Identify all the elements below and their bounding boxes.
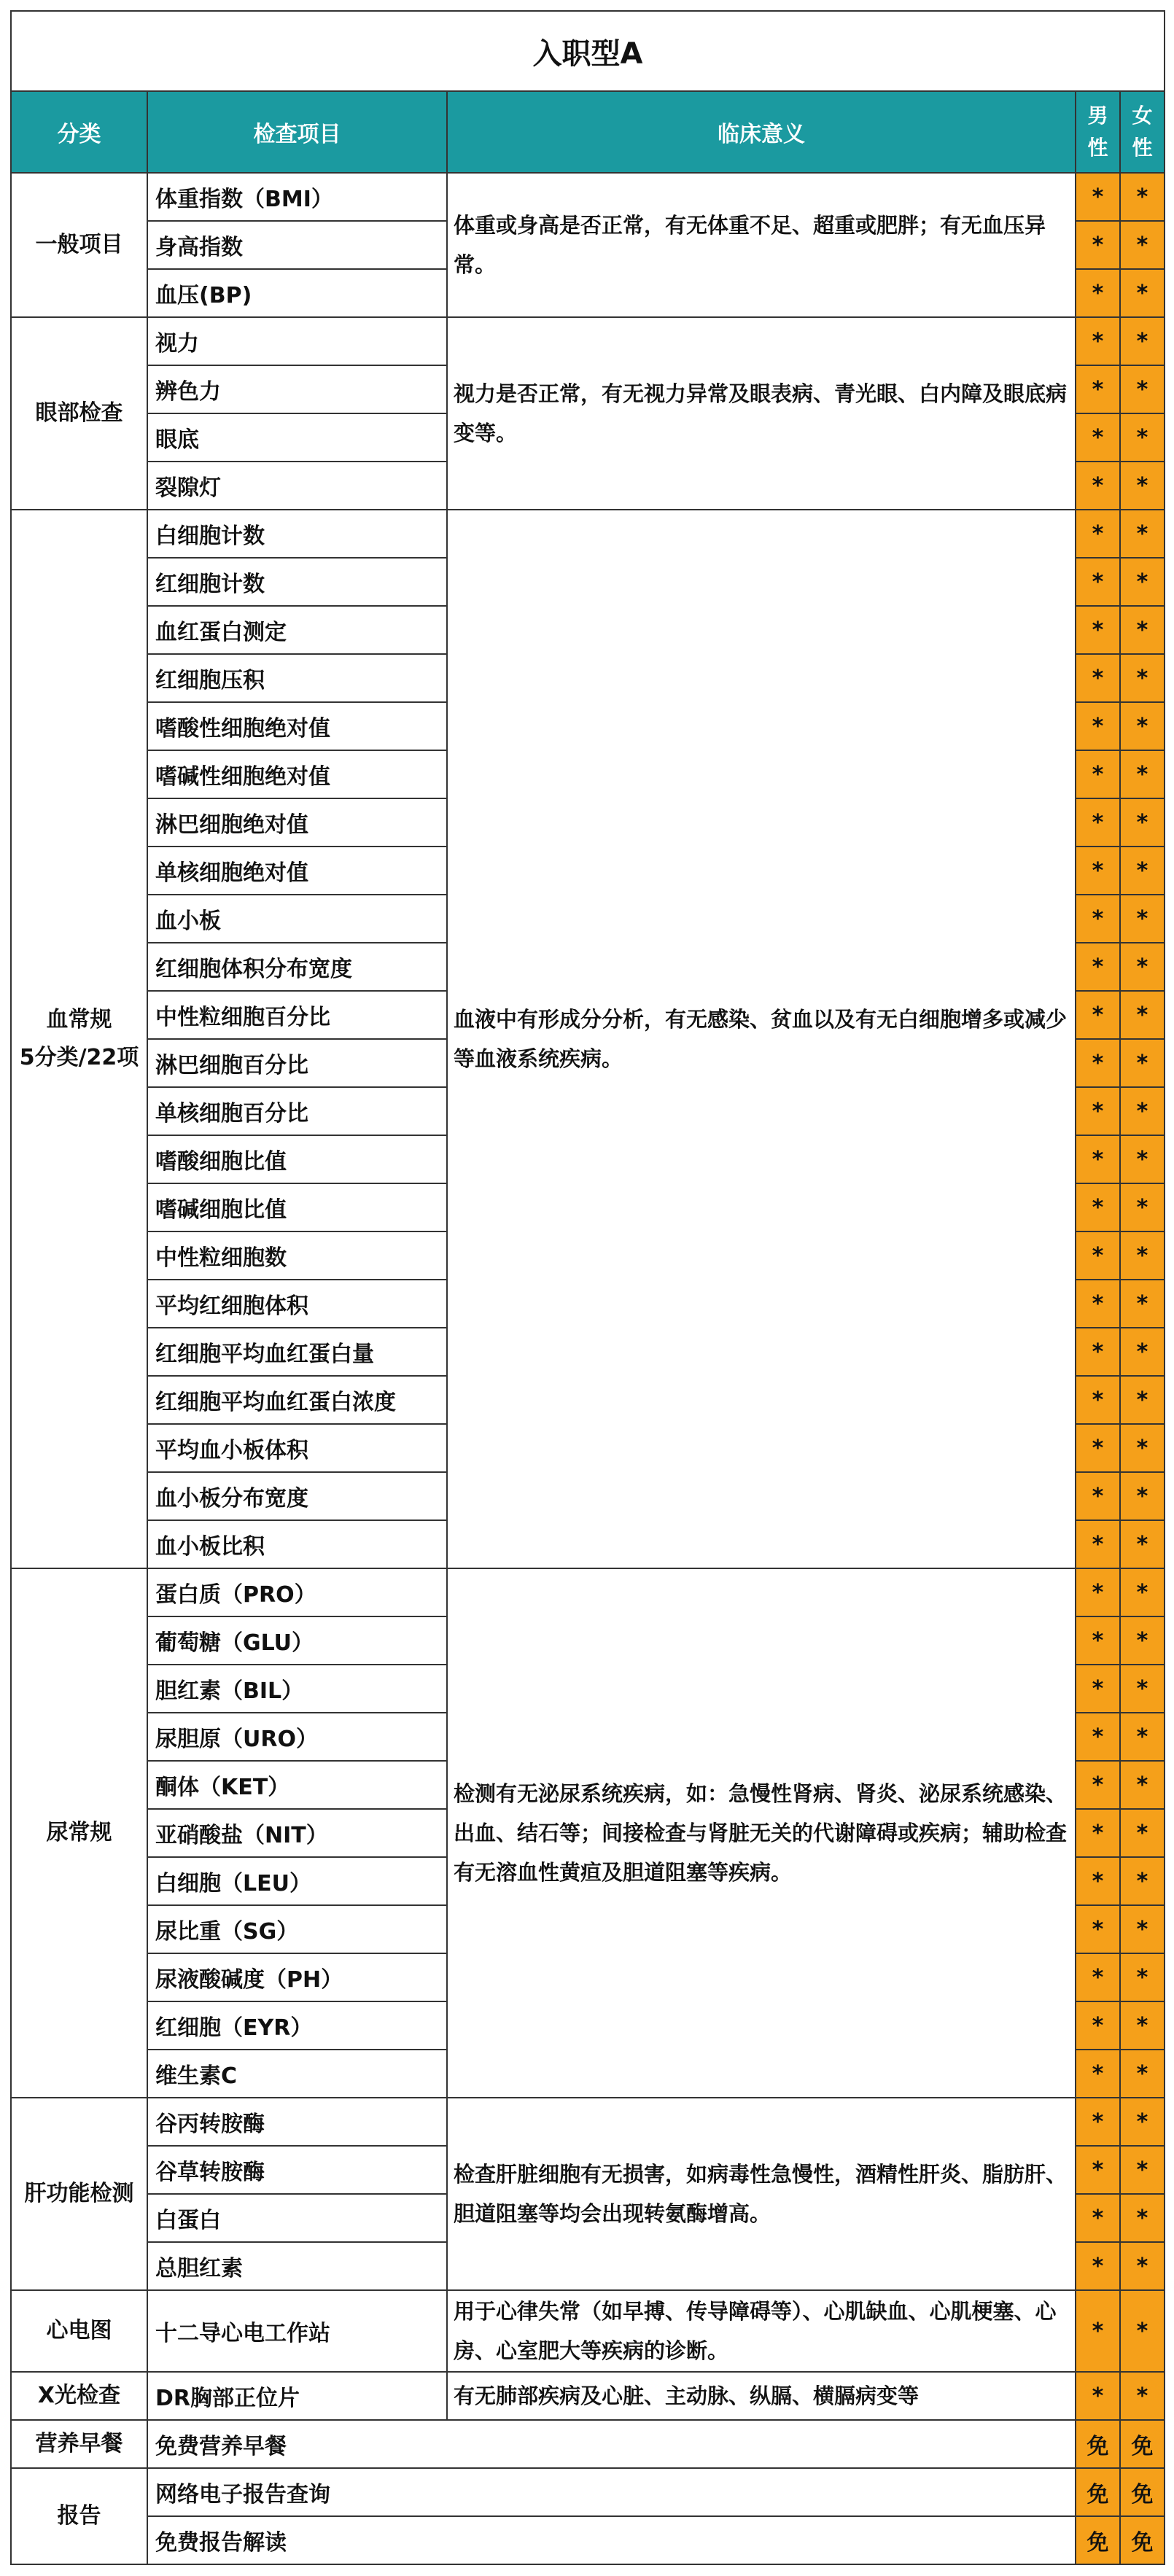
item-name: 中性粒细胞数 [147,1231,447,1280]
category-cell: 眼部检查 [11,317,147,510]
male-mark: * [1076,1183,1120,1231]
female-mark: * [1120,1376,1165,1424]
female-mark: * [1120,1665,1165,1713]
male-mark: * [1076,269,1120,317]
table-row [11,510,1165,558]
female-mark: * [1120,1424,1165,1472]
female-mark: * [1120,1328,1165,1376]
female-mark: * [1120,269,1165,317]
item-name: 血小板比积 [147,1520,447,1568]
item-name: 体重指数（BMI） [147,173,447,221]
item-name: 红细胞压积 [147,654,447,702]
header-male: 男 性 [1076,91,1120,173]
item-name: 红细胞计数 [147,558,447,606]
item-name: 淋巴细胞绝对值 [147,798,447,847]
male-mark: * [1076,1857,1120,1905]
female-mark: * [1120,1568,1165,1616]
female-mark: * [1120,1231,1165,1280]
female-mark: 免 [1120,2468,1165,2516]
item-name: 网络电子报告查询 [147,2468,1076,2516]
male-mark: * [1076,221,1120,269]
category-cell: 肝功能检测 [11,2098,147,2290]
male-mark: * [1076,750,1120,798]
item-name: 辨色力 [147,365,447,413]
item-name: 血小板 [147,895,447,943]
item-name: 视力 [147,317,447,365]
item-name: DR胸部正位片 [147,2372,447,2420]
male-mark: 免 [1076,2516,1120,2564]
male-mark: * [1076,895,1120,943]
table-title: 入职型A [11,11,1165,91]
item-name: 单核细胞绝对值 [147,847,447,895]
male-mark: * [1076,943,1120,991]
item-name: 葡萄糖（GLU） [147,1616,447,1665]
item-name: 尿液酸碱度（PH） [147,1953,447,2001]
male-mark: * [1076,510,1120,558]
item-name: 尿胆原（URO） [147,1713,447,1761]
clinical-meaning: 有无肺部疾病及心脏、主动脉、纵膈、横膈病变等 [447,2372,1076,2420]
female-mark: * [1120,1953,1165,2001]
male-mark: * [1076,1087,1120,1135]
item-name: 亚硝酸盐（NIT） [147,1809,447,1857]
item-name: 免费营养早餐 [147,2420,1076,2468]
female-mark: * [1120,558,1165,606]
male-mark: * [1076,1039,1120,1087]
female-mark: * [1120,2146,1165,2194]
male-mark: * [1076,654,1120,702]
female-mark: * [1120,365,1165,413]
female-mark: * [1120,2050,1165,2098]
female-mark: * [1120,1039,1165,1087]
male-mark: * [1076,606,1120,654]
female-mark: * [1120,943,1165,991]
female-mark: * [1120,317,1165,365]
item-name: 白细胞计数 [147,510,447,558]
male-mark: * [1076,991,1120,1039]
female-mark: * [1120,654,1165,702]
female-mark: * [1120,462,1165,510]
male-mark: * [1076,1953,1120,2001]
clinical-meaning: 视力是否正常，有无视力异常及眼表病、青光眼、白内障及眼底病变等。 [447,317,1076,510]
male-mark: * [1076,1231,1120,1280]
female-mark: * [1120,1713,1165,1761]
female-mark: * [1120,798,1165,847]
item-name: 单核细胞百分比 [147,1087,447,1135]
item-name: 免费报告解读 [147,2516,1076,2564]
male-mark: * [1076,558,1120,606]
item-name: 血压(BP) [147,269,447,317]
table-row [11,2098,1165,2146]
male-mark: * [1076,1376,1120,1424]
female-mark: * [1120,1761,1165,1809]
item-name: 尿比重（SG） [147,1905,447,1953]
item-name: 眼底 [147,413,447,462]
item-name: 身高指数 [147,221,447,269]
item-name: 裂隙灯 [147,462,447,510]
category-cell: 一般项目 [11,173,147,317]
male-mark: * [1076,173,1120,221]
item-name: 胆红素（BIL） [147,1665,447,1713]
clinical-meaning: 用于心律失常（如早搏、传导障碍等）、心肌缺血、心肌梗塞、心房、心室肥大等疾病的诊断。 [447,2290,1076,2372]
male-mark: * [1076,2050,1120,2098]
female-mark: 免 [1120,2420,1165,2468]
male-mark: * [1076,462,1120,510]
item-name: 平均血小板体积 [147,1424,447,1472]
male-mark: * [1076,2242,1120,2290]
category-cell: X光检查 [11,2372,147,2420]
item-name: 总胆红素 [147,2242,447,2290]
item-name: 嗜碱性细胞绝对值 [147,750,447,798]
male-mark: * [1076,1568,1120,1616]
male-mark: * [1076,365,1120,413]
male-mark: * [1076,317,1120,365]
header-female: 女 性 [1120,91,1165,173]
male-mark: * [1076,1280,1120,1328]
male-mark: * [1076,2146,1120,2194]
female-mark: * [1120,847,1165,895]
female-mark: * [1120,1472,1165,1520]
category-cell: 血常规 5分类/22项 [11,510,147,1568]
female-mark: * [1120,1857,1165,1905]
male-mark: * [1076,1328,1120,1376]
item-name: 平均红细胞体积 [147,1280,447,1328]
item-name: 血红蛋白测定 [147,606,447,654]
item-name: 白蛋白 [147,2194,447,2242]
female-mark: * [1120,1183,1165,1231]
female-mark: * [1120,1616,1165,1665]
header-item: 检查项目 [147,91,447,173]
female-mark: * [1120,2194,1165,2242]
female-mark: * [1120,413,1165,462]
female-mark: * [1120,991,1165,1039]
female-mark: * [1120,1135,1165,1183]
male-mark: * [1076,1135,1120,1183]
item-name: 十二导心电工作站 [147,2290,447,2372]
clinical-meaning: 检测有无泌尿系统疾病，如：急慢性肾病、肾炎、泌尿系统感染、出血、结石等；间接检查与肾脏无关的代谢障碍或疾病；辅助检查有无溶血性黄疸及胆道阻塞等疾病。 [447,1568,1076,2098]
item-name: 嗜碱细胞比值 [147,1183,447,1231]
item-name: 酮体（KET） [147,1761,447,1809]
item-name: 白细胞（LEU） [147,1857,447,1905]
male-mark: * [1076,1665,1120,1713]
male-mark: * [1076,2290,1120,2372]
female-mark: * [1120,702,1165,750]
item-name: 谷丙转胺酶 [147,2098,447,2146]
item-name: 红细胞平均血红蛋白量 [147,1328,447,1376]
male-mark: * [1076,702,1120,750]
item-name: 嗜酸细胞比值 [147,1135,447,1183]
female-mark: * [1120,2290,1165,2372]
female-mark: * [1120,750,1165,798]
item-name: 蛋白质（PRO） [147,1568,447,1616]
table-row [11,2516,1165,2564]
male-mark: * [1076,1905,1120,1953]
header-category: 分类 [11,91,147,173]
female-mark: * [1120,221,1165,269]
male-mark: * [1076,2194,1120,2242]
clinical-meaning: 体重或身高是否正常，有无体重不足、超重或肥胖；有无血压异常。 [447,173,1076,317]
table-row [11,1568,1165,1616]
item-name: 血小板分布宽度 [147,1472,447,1520]
category-cell: 报告 [11,2468,147,2564]
item-name: 淋巴细胞百分比 [147,1039,447,1087]
item-name: 谷草转胺酶 [147,2146,447,2194]
female-mark: * [1120,1520,1165,1568]
female-mark: * [1120,606,1165,654]
table-row [11,317,1165,365]
item-name: 红细胞体积分布宽度 [147,943,447,991]
item-name: 嗜酸性细胞绝对值 [147,702,447,750]
male-mark: * [1076,413,1120,462]
exam-package-table [10,10,1165,2565]
male-mark: * [1076,2001,1120,2050]
header-meaning: 临床意义 [447,91,1076,173]
female-mark: * [1120,1905,1165,1953]
category-cell: 心电图 [11,2290,147,2372]
table-row [11,2290,1165,2372]
male-mark: 免 [1076,2420,1120,2468]
female-mark: 免 [1120,2516,1165,2564]
table-row [11,2372,1165,2420]
male-mark: * [1076,2098,1120,2146]
clinical-meaning: 检查肝脏细胞有无损害，如病毒性急慢性，酒精性肝炎、脂肪肝、胆道阻塞等均会出现转氨酶增高。 [447,2098,1076,2290]
female-mark: * [1120,1809,1165,1857]
female-mark: * [1120,895,1165,943]
male-mark: * [1076,1472,1120,1520]
female-mark: * [1120,510,1165,558]
male-mark: * [1076,847,1120,895]
male-mark: * [1076,1809,1120,1857]
female-mark: * [1120,1087,1165,1135]
female-mark: * [1120,2372,1165,2420]
male-mark: * [1076,1424,1120,1472]
table-row [11,2420,1165,2468]
item-name: 红细胞平均血红蛋白浓度 [147,1376,447,1424]
male-mark: * [1076,1761,1120,1809]
male-mark: * [1076,1713,1120,1761]
male-mark: * [1076,2372,1120,2420]
category-cell: 营养早餐 [11,2420,147,2468]
table-row [11,2468,1165,2516]
table-row [11,173,1165,221]
female-mark: * [1120,2001,1165,2050]
male-mark: 免 [1076,2468,1120,2516]
female-mark: * [1120,2098,1165,2146]
male-mark: * [1076,1616,1120,1665]
female-mark: * [1120,2242,1165,2290]
item-name: 红细胞（EYR） [147,2001,447,2050]
male-mark: * [1076,1520,1120,1568]
clinical-meaning: 血液中有形成分分析，有无感染、贫血以及有无白细胞增多或减少等血液系统疾病。 [447,510,1076,1568]
female-mark: * [1120,173,1165,221]
category-cell: 尿常规 [11,1568,147,2098]
female-mark: * [1120,1280,1165,1328]
item-name: 维生素C [147,2050,447,2098]
male-mark: * [1076,798,1120,847]
item-name: 中性粒细胞百分比 [147,991,447,1039]
